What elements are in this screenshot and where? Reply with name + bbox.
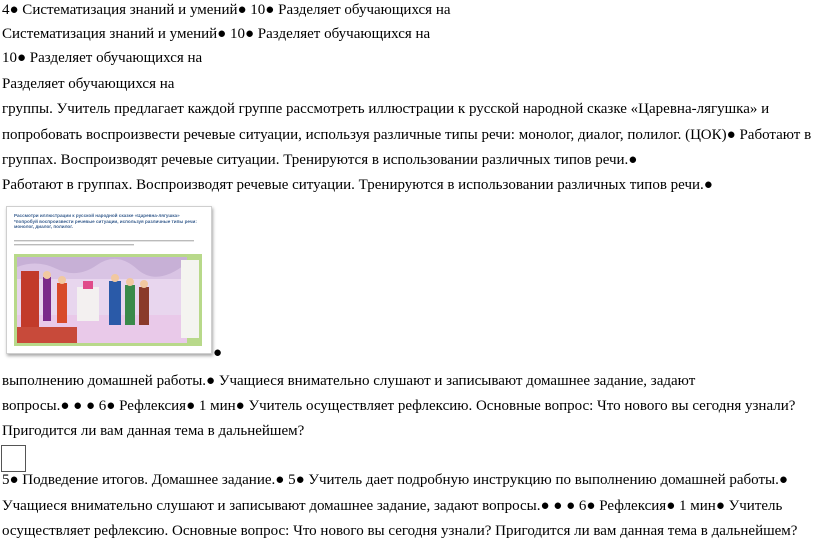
text-line-7: группах. Воспроизводят речевые ситуации. Тренируются в использовании различных типов речи.● <box>2 152 638 168</box>
text-line-3: 10● Разделяет обучающихся на <box>2 50 203 66</box>
text-line-14: осуществляет рефлексию. Основные вопрос: Что нового вы сегодня узнали? Пригодится ли вам данная тема в дальнейшем? <box>2 523 798 539</box>
text-line-5: группы. Учитель предлагает каждой группе рассмотреть иллюстрации к русской народной сказке «Царевна-лягушка» и <box>2 101 770 117</box>
lone-bullet: ● <box>213 345 223 361</box>
text-line-8: Работают в группах. Воспроизводят речевые ситуации. Тренируются в использовании различных типов речи.● <box>2 177 713 193</box>
empty-checkbox-frame[interactable] <box>1 445 26 472</box>
text-line-13: Учащиеся внимательно слушают и записывают домашнее задание, задают вопросы.● ● ● 6● Рефлексия● 1 мин● Учитель <box>2 498 783 514</box>
text-line-6: попробовать воспроизвести речевые ситуации, используя различные типы речи: монолог, диалог, полилог. (ЦОК)● Работают в <box>2 127 812 143</box>
text-line-10: вопросы.● ● ● 6● Рефлексия● 1 мин● Учитель осуществляет рефлексию. Основные вопрос: Что нового вы сегодня узнали? <box>2 398 796 414</box>
illustration-side-panel <box>181 260 199 338</box>
text-line-9: выполнению домашней работы.● Учащиеся внимательно слушают и записывают домашнее задание, задают <box>2 373 696 389</box>
text-line-12: 5● Подведение итогов. Домашнее задание.● 5● Учитель дает подробную инструкцию по выполнению домашней работы.● <box>2 472 788 488</box>
slide-thumbnail[interactable] <box>6 206 212 354</box>
caption-lines-graphic <box>14 239 199 251</box>
illustration-frame <box>14 254 202 346</box>
text-line-2: Систематизация знаний и умений● 10● Разделяет обучающихся на <box>2 26 431 42</box>
text-line-1: 4● Систематизация знаний и умений● 10● Разделяет обучающихся на <box>2 2 451 18</box>
text-line-4: Разделяет обучающихся на <box>2 76 175 92</box>
text-line-11: Пригодится ли вам данная тема в дальнейшем? <box>2 423 305 439</box>
thumbnail-caption-placeholder <box>14 239 199 252</box>
thumbnail-title: Рассмотри иллюстрации к русской народной сказке «Царевна-лягушка» *попробуй воспроизвести речевые ситуации, используя различные типы речи: монолог, диалог, полилог. <box>14 213 197 230</box>
fairy-tale-illustration <box>17 257 187 343</box>
